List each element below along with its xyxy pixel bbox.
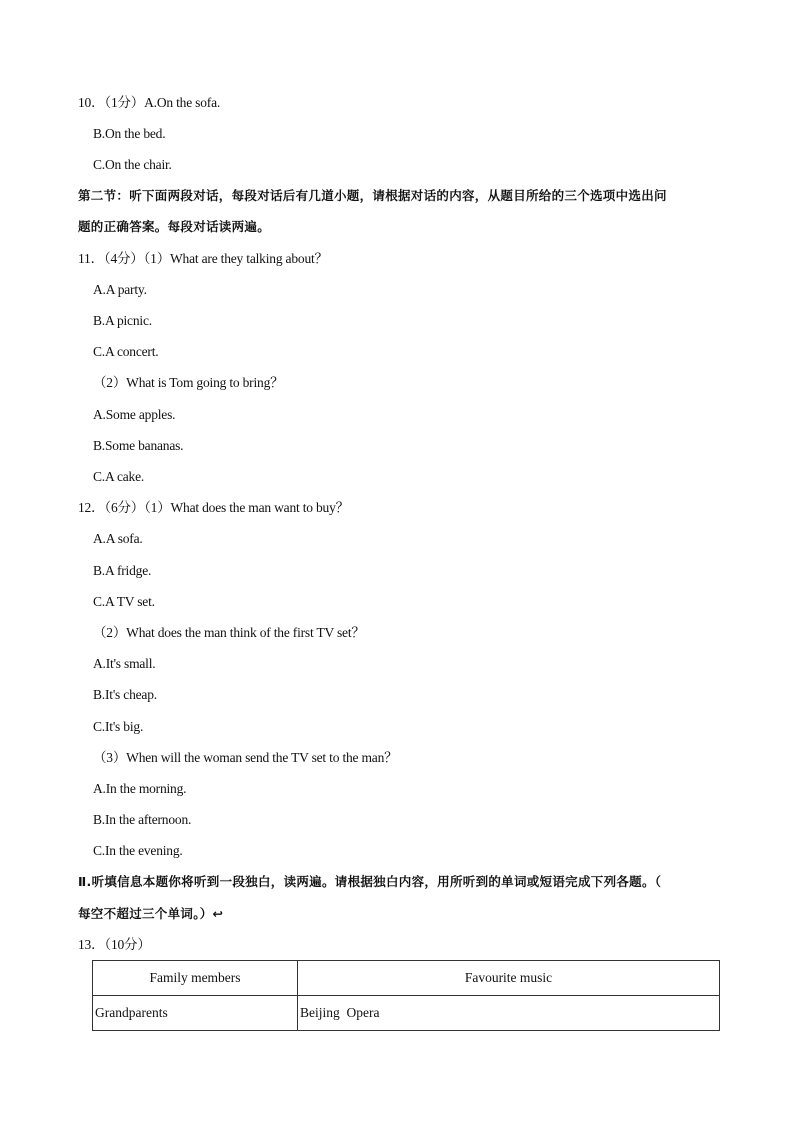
q11-sub2-option-b: B.Some bananas. (93, 438, 184, 453)
q13-stem: 13．（10分） (78, 937, 151, 952)
q11-sub2-stem: （2）What is Tom going to bring？ (93, 375, 284, 390)
q12-sub3-option-c: C.In the evening. (93, 843, 183, 858)
q11-sub1-option-b: B.A picnic. (93, 313, 152, 328)
q10-option-b: B.On the bed. (93, 126, 166, 141)
family-music-table (92, 960, 720, 1031)
q12-sub2-stem: （2）What does the man think of the first TV set？ (93, 625, 365, 640)
q11-sub1-option-a: A.A party. (93, 282, 147, 297)
q11-sub1-option-c: C.A concert. (93, 344, 159, 359)
table-header-row (93, 961, 720, 996)
table-row (93, 996, 720, 1031)
q12-sub1-option-a: A.A sofa. (93, 531, 143, 546)
q12-sub2-option-a: A.It's small. (93, 656, 156, 671)
q12-sub1-option-c: C.A TV set. (93, 594, 155, 609)
table-cell: Beijing Opera (298, 996, 720, 1031)
part2-instructions-line2: 每空不超过三个单词。）↩ (78, 906, 224, 921)
part2-instructions-line1: Ⅱ.听填信息本题你将听到一段独白，读两遍。请根据独白内容，用所听到的单词或短语完成下列各题。（ (78, 874, 662, 889)
q12-sub3-option-a: A.In the morning. (93, 781, 187, 796)
q11-stem: 11．（4分）（1）What are they talking about？ (78, 251, 328, 266)
q11-sub2-option-c: C.A cake. (93, 469, 145, 484)
q12-sub3-option-b: B.In the afternoon. (93, 812, 192, 827)
q12-sub2-option-b: B.It's cheap. (93, 687, 157, 702)
q12-sub1-option-b: B.A fridge. (93, 563, 152, 578)
section2-instructions-line2: 题的正确答案。每段对话读两遍。 (78, 219, 271, 234)
q10-stem: 10．（1分）A.On the sofa. (78, 95, 221, 110)
q12-sub3-stem: （3）When will the woman send the TV set to the man？ (93, 750, 398, 765)
section2-instructions-line1: 第二节：听下面两段对话，每段对话后有几道小题，请根据对话的内容，从题目所给的三个选项中选出问 (78, 188, 667, 203)
table-header-cell: Family members (93, 961, 298, 996)
q11-sub2-option-a: A.Some apples. (93, 407, 176, 422)
q12-stem: 12．（6分）（1）What does the man want to buy？ (78, 500, 349, 515)
table-cell: Grandparents (93, 996, 298, 1031)
table-header-cell: Favourite music (298, 961, 720, 996)
q12-sub2-option-c: C.It's big. (93, 719, 144, 734)
q10-option-c: C.On the chair. (93, 157, 172, 172)
